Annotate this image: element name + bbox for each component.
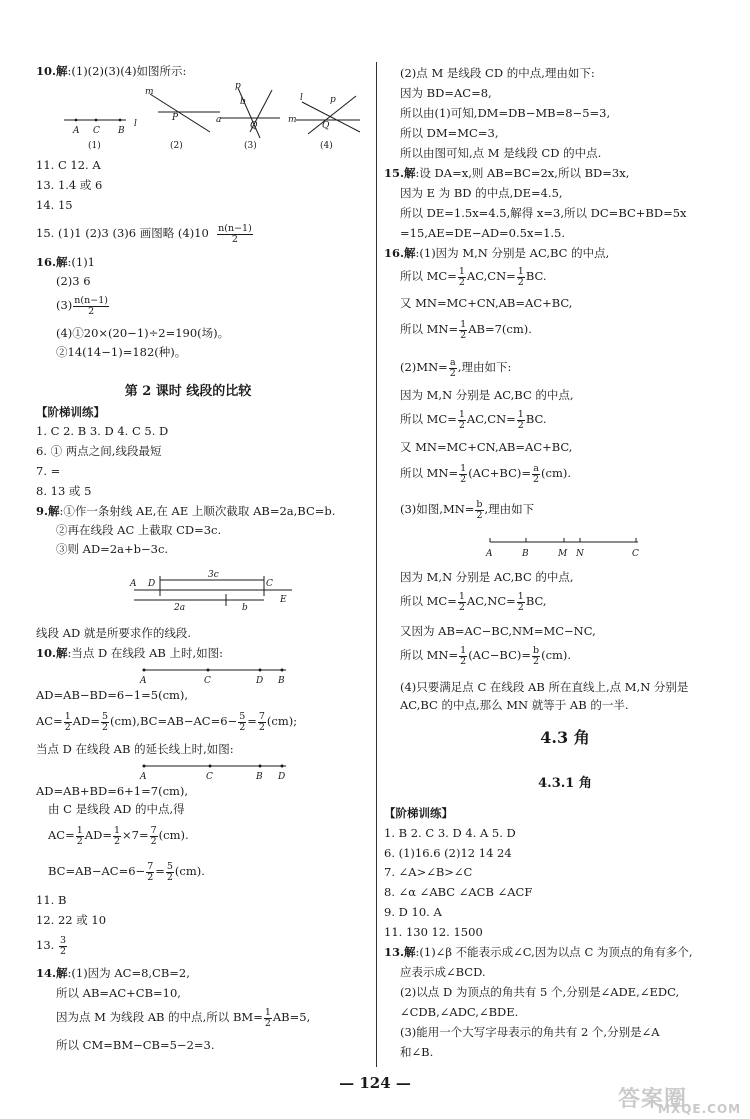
s9-line3: ③则 AD=2a+b−3c. bbox=[56, 542, 169, 556]
svg-text:m: m bbox=[288, 115, 297, 125]
column-divider bbox=[376, 62, 377, 1067]
fraction: $\frac{1}{2}$ bbox=[460, 462, 467, 485]
svg-text:C: C bbox=[206, 772, 213, 782]
fraction: $\frac{7}{2}$ bbox=[147, 860, 154, 883]
s6-answer: 6. ① 两点之间,线段最短 bbox=[36, 444, 162, 458]
q16-line15: (4)只要满足点 C 在线段 AB 所在直线上,点 M,N 分别是 bbox=[400, 680, 689, 694]
q16-line2: 所以 MC= $\frac{1}{2}$ AC,CN= $\frac{1}{2}$ BC. bbox=[400, 265, 547, 288]
svg-text:p: p bbox=[235, 82, 241, 91]
q15-answer: 15. (1)1 (2)3 (3)6 画图略 (4)10 $\frac{n(n-1)}{2}$ bbox=[36, 222, 252, 245]
q15-line1: 15.解:设 DA=x,则 AB=BC=2x,所以 BD=3x, bbox=[384, 166, 630, 180]
fraction: $\frac{5}{2}$ bbox=[101, 710, 109, 733]
q16-line8: 又 MN=MC+CN,AB=AC+BC, bbox=[400, 440, 573, 454]
svg-text:m: m bbox=[145, 87, 154, 97]
fraction: $\frac{1}{2}$ bbox=[113, 824, 121, 847]
s14-line2: 所以 AB=AC+CB=10, bbox=[56, 986, 181, 1000]
svg-text:b: b bbox=[242, 603, 248, 613]
fraction: $\frac{1}{2}$ bbox=[517, 265, 524, 288]
caption-1: (1) bbox=[88, 141, 101, 151]
svg-text:p: p bbox=[330, 95, 336, 105]
s10-figure-2 bbox=[136, 758, 296, 782]
page-number: — 124 — bbox=[339, 1074, 411, 1092]
q16-answer-line5: ②14(14−1)=182(种)。 bbox=[56, 345, 187, 359]
a1-answer: 1. B 2. C 3. D 4. A 5. D bbox=[384, 826, 516, 840]
q14-answer: 14. 15 bbox=[36, 198, 73, 212]
q16-line7: 所以 MC= $\frac{1}{2}$ AC,CN= $\frac{1}{2}$ BC. bbox=[400, 408, 547, 431]
r-line1: (2)点 M 是线段 CD 的中点,理由如下: bbox=[400, 66, 595, 80]
svg-text:B: B bbox=[278, 676, 285, 686]
svg-text:A: A bbox=[140, 772, 147, 782]
caption-4: (4) bbox=[320, 141, 333, 151]
s10-line8: BC=AB−AC=6− $\frac{7}{2}$ = $\frac{5}{2}$ (cm). bbox=[48, 860, 205, 883]
s9-figure bbox=[126, 566, 296, 616]
fraction: $\frac{n(n-1)}{2}$ bbox=[218, 222, 252, 245]
r-line5: 所以由图可知,点 M 是线段 CD 的中点. bbox=[400, 146, 602, 160]
q16-line16: AC,BC 的中点,那么 MN 就等于 AB 的一半. bbox=[400, 698, 629, 712]
a13-line3: (2)以点 D 为顶点的角共有 5 个,分别是∠ADE,∠EDC, bbox=[400, 985, 680, 999]
s8-answer: 8. 13 或 5 bbox=[36, 484, 92, 498]
q13-answer: 13. 1.4 或 6 bbox=[36, 178, 103, 192]
s14-line4: 所以 CM=BM−CB=5−2=3. bbox=[56, 1038, 215, 1052]
watermark bbox=[618, 1082, 746, 1116]
fraction: $\frac{1}{2}$ bbox=[460, 318, 467, 341]
q16-answer-line2: (2)3 6 bbox=[56, 274, 91, 288]
svg-text:B: B bbox=[256, 772, 263, 782]
a9-answer: 9. D 10. A bbox=[384, 905, 442, 919]
fraction: $\frac{1}{2}$ bbox=[517, 590, 524, 613]
a13-line1: 13.解:(1)∠β 不能表示成∠C,因为以点 C 为顶点的角有多个, bbox=[384, 945, 693, 959]
s9-line1: 9.解:①作一条射线 AE,在 AE 上顺次截取 AB=2a,BC=b. bbox=[36, 504, 336, 518]
s12-answer: 12. 22 或 10 bbox=[36, 913, 107, 927]
fraction: $\frac{5}{2}$ bbox=[166, 860, 173, 883]
svg-text:E: E bbox=[280, 595, 287, 605]
svg-text:P: P bbox=[172, 113, 179, 123]
q16-answer-line4: (4)①20×(20−1)÷2=190(场)。 bbox=[56, 326, 230, 340]
s10-line6: 由 C 是线段 AD 的中点,得 bbox=[48, 802, 185, 816]
s10-line2: AD=AB−BD=6−1=5(cm), bbox=[36, 688, 189, 702]
ladder-label: 【阶梯训练】 bbox=[36, 405, 105, 419]
svg-text:2a: 2a bbox=[174, 603, 186, 613]
svg-text:C: C bbox=[204, 676, 211, 686]
caption-2: (2) bbox=[170, 141, 183, 151]
fraction: $\frac{b}{2}$ bbox=[533, 644, 540, 667]
fraction: $\frac{b}{2}$ bbox=[476, 498, 483, 521]
svg-text:D: D bbox=[256, 676, 264, 686]
q16-line13: 又因为 AB=AC−BC,NM=MC−NC, bbox=[400, 624, 596, 638]
s14-line3: 因为点 M 为线段 AB 的中点,所以 BM= $\frac{1}{2}$ AB=5, bbox=[56, 1006, 311, 1029]
watermark-logo: 答案圈 bbox=[618, 1087, 688, 1112]
q11-12-answer: 11. C 12. A bbox=[36, 158, 101, 172]
svg-text:D: D bbox=[148, 579, 156, 589]
a7-answer: 7. ∠A>∠B>∠C bbox=[384, 865, 473, 879]
fraction: $\frac{3}{2}$ bbox=[59, 934, 66, 957]
a11-answer: 11. 130 12. 1500 bbox=[384, 925, 483, 939]
r-line4: 所以 DM=MC=3, bbox=[400, 126, 499, 140]
s9-line2: ②再在线段 AC 上截取 CD=3c. bbox=[56, 523, 222, 537]
s14-line1: 14.解:(1)因为 AC=8,CB=2, bbox=[36, 966, 190, 980]
fraction: $\frac{1}{2}$ bbox=[460, 644, 467, 667]
s13-answer: 13. $\frac{3}{2}$ bbox=[36, 934, 66, 957]
q15-line3: 所以 DE=1.5x=4.5,解得 x=3,所以 DC=BC+BD=5x bbox=[400, 206, 687, 220]
fraction: $\frac{a}{2}$ bbox=[533, 462, 540, 485]
fraction: $\frac{5}{2}$ bbox=[239, 710, 246, 733]
svg-text:l: l bbox=[300, 93, 303, 103]
q16-figure bbox=[480, 534, 650, 562]
svg-text:A: A bbox=[486, 549, 493, 559]
s10-line1: 10.解:当点 D 在线段 AB 上时,如图: bbox=[36, 646, 224, 660]
q15-line2: 因为 E 为 BD 的中点,DE=4.5, bbox=[400, 186, 563, 200]
s11-answer: 11. B bbox=[36, 893, 67, 907]
q16-line9: 所以 MN= $\frac{1}{2}$ (AC+BC)= $\frac{a}{2}$ (cm). bbox=[400, 462, 572, 485]
q16-answer-line3: (3) $\frac{n(n-1)}{2}$ bbox=[56, 294, 108, 317]
q16-line12: 所以 MC= $\frac{1}{2}$ AC,NC= $\frac{1}{2}$ BC, bbox=[400, 590, 547, 613]
s9-end: 线段 AD 就是所要求作的线段. bbox=[36, 626, 191, 640]
s10-line3: AC= $\frac{1}{2}$ AD= $\frac{5}{2}$ (cm),BC=AB−AC=6− $\frac{5}{2}$ = $\frac{7}{2}$ (cm); bbox=[36, 710, 298, 733]
q16-line4: 所以 MN= $\frac{1}{2}$ AB=7(cm). bbox=[400, 318, 532, 341]
a13-line4: ∠CDB,∠ADC,∠BDE. bbox=[400, 1005, 519, 1019]
svg-text:A: A bbox=[140, 676, 147, 686]
figure-3 bbox=[216, 82, 280, 151]
q16-line14: 所以 MN= $\frac{1}{2}$ (AC−BC)= $\frac{b}{2}$ (cm). bbox=[400, 644, 572, 667]
section-title: 第 2 课时 线段的比较 bbox=[124, 384, 252, 399]
svg-text:B: B bbox=[522, 549, 529, 559]
svg-text:N: N bbox=[576, 549, 584, 559]
s10-line7: AC= $\frac{1}{2}$ AD= $\frac{1}{2}$ ×7= $\frac{7}{2}$ (cm). bbox=[48, 824, 189, 847]
svg-text:C: C bbox=[632, 549, 639, 559]
a13-line5: (3)能用一个大写字母表示的角共有 2 个,分别是∠A bbox=[400, 1025, 660, 1039]
svg-text:Q: Q bbox=[250, 121, 258, 131]
q16-line6: 因为 M,N 分别是 AC,BC 的中点, bbox=[400, 388, 574, 402]
s10-figure-1 bbox=[136, 662, 296, 686]
fraction: $\frac{1}{2}$ bbox=[458, 408, 465, 431]
fraction: $\frac{1}{2}$ bbox=[458, 265, 465, 288]
a13-line2: 应表示成∠BCD. bbox=[400, 965, 486, 979]
svg-text:a: a bbox=[216, 115, 222, 125]
s1-answer: 1. C 2. B 3. D 4. C 5. D bbox=[36, 424, 169, 438]
svg-text:l: l bbox=[134, 119, 137, 129]
svg-text:D: D bbox=[278, 772, 286, 782]
q16-line11: 因为 M,N 分别是 AC,BC 的中点, bbox=[400, 570, 574, 584]
svg-text:Q: Q bbox=[322, 121, 330, 131]
svg-text:C: C bbox=[93, 126, 100, 136]
svg-text:B: B bbox=[118, 126, 125, 136]
q16-line3: 又 MN=MC+CN,AB=AC+BC, bbox=[400, 296, 573, 310]
figure-1 bbox=[64, 119, 137, 151]
fraction: $\frac{a}{2}$ bbox=[449, 356, 456, 379]
ladder-label-right: 【阶梯训练】 bbox=[384, 806, 453, 820]
svg-text:A: A bbox=[73, 126, 80, 136]
q16-line1: 16.解:(1)因为 M,N 分别是 AC,BC 的中点, bbox=[384, 246, 610, 260]
a8-answer: 8. ∠α ∠ABC ∠ACB ∠ACF bbox=[384, 885, 533, 899]
s10-line5: AD=AB+BD=6+1=7(cm), bbox=[36, 784, 189, 798]
fraction: $\frac{1}{2}$ bbox=[458, 590, 465, 613]
subsection-title-4-3-1: 4.3.1 角 bbox=[538, 776, 592, 791]
fraction: $\frac{1}{2}$ bbox=[76, 824, 83, 847]
q15-line4: =15,AE=DE−AD=0.5x=1.5. bbox=[400, 226, 566, 240]
a6-answer: 6. (1)16.6 (2)12 14 24 bbox=[384, 846, 512, 860]
svg-text:b: b bbox=[240, 97, 246, 107]
q16-line10: (3)如图,MN= $\frac{b}{2}$ ,理由如下 bbox=[400, 498, 535, 521]
fraction: $\frac{7}{2}$ bbox=[150, 824, 157, 847]
figure-2 bbox=[145, 87, 220, 151]
q10-answer-line: 10.解:(1)(2)(3)(4)如图所示: bbox=[36, 64, 187, 78]
figure-4 bbox=[288, 93, 360, 151]
q10-figures bbox=[60, 82, 370, 154]
r-line2: 因为 BD=AC=8, bbox=[400, 86, 492, 100]
s7-answer: 7. = bbox=[36, 464, 61, 478]
svg-text:C: C bbox=[266, 579, 273, 589]
a13-line6: 和∠B. bbox=[400, 1045, 434, 1059]
fraction: $\frac{1}{2}$ bbox=[264, 1006, 271, 1029]
fraction: $\frac{1}{2}$ bbox=[517, 408, 524, 431]
fraction: $\frac{7}{2}$ bbox=[258, 710, 265, 733]
r-line3: 所以由(1)可知,DM=DB−MB=8−5=3, bbox=[400, 106, 611, 120]
svg-text:A: A bbox=[130, 579, 137, 589]
fraction: $\frac{1}{2}$ bbox=[64, 710, 71, 733]
fraction: $\frac{n(n-1)}{2}$ bbox=[74, 294, 108, 317]
s10-line4: 当点 D 在线段 AB 的延长线上时,如图: bbox=[36, 742, 234, 756]
svg-text:M: M bbox=[558, 549, 568, 559]
q16-line5: (2)MN= $\frac{a}{2}$ ,理由如下: bbox=[400, 356, 512, 379]
q16-answer-line1: 16.解:(1)1 bbox=[36, 255, 95, 269]
section-title-4-3: 4.3 角 bbox=[540, 728, 590, 747]
caption-3: (3) bbox=[244, 141, 257, 151]
svg-text:3c: 3c bbox=[208, 570, 219, 580]
watermark-site: MXQE.COM bbox=[658, 1102, 742, 1116]
